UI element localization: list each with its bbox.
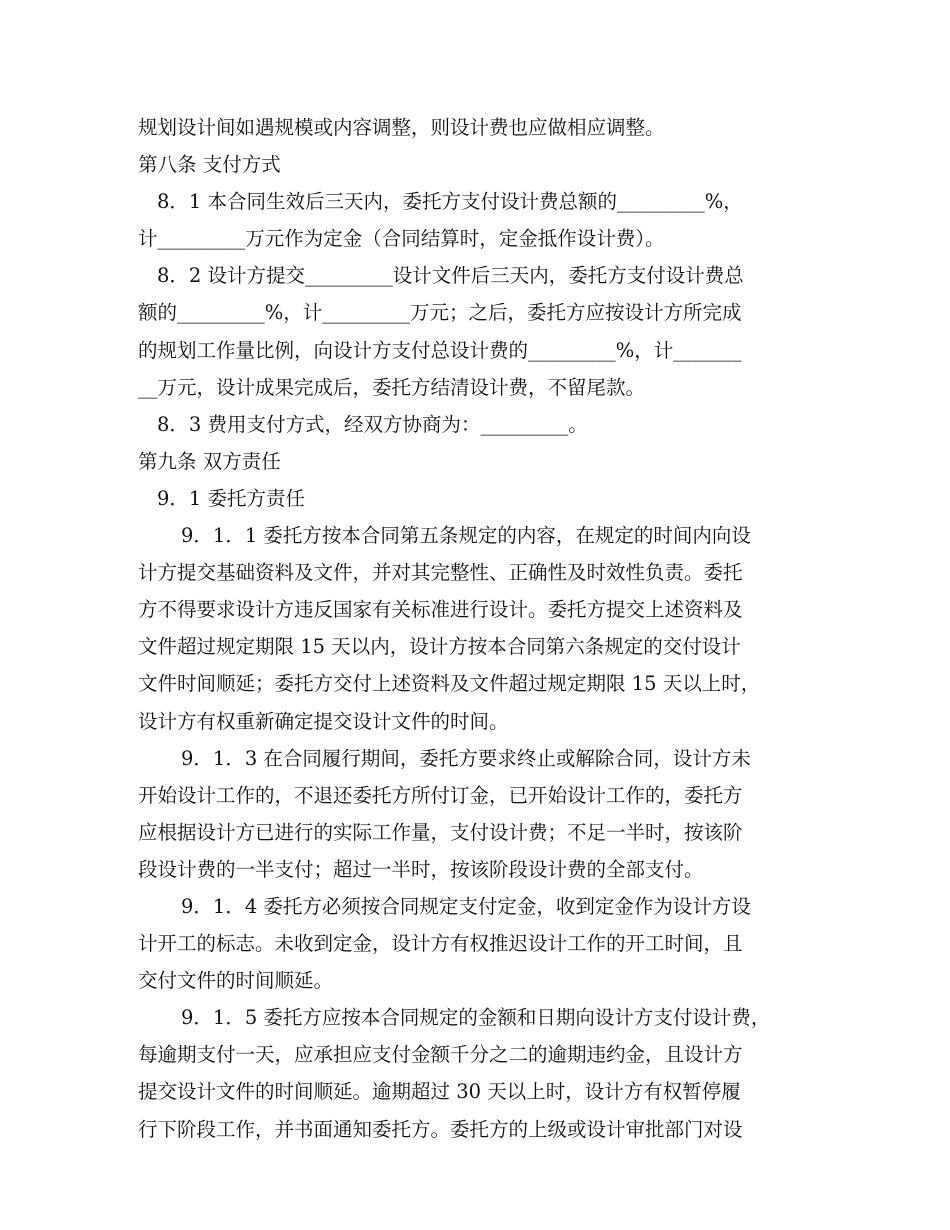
clause-9-1-4-line: 9．1．4 委托方必须按合同规定支付定金，收到定金作为设计方设 — [181, 894, 751, 918]
clause-9-1-3-line: 9．1．3 在合同履行期间，委托方要求终止或解除合同，设计方未 — [181, 746, 751, 770]
document-body — [138, 109, 828, 1148]
text-line: 额的_________%，计_________万元；之后，委托方应按设计方所完成 — [138, 301, 742, 325]
text-line: 文件时间顺延；委托方交付上述资料及文件超过规定期限 15 天以上时， — [138, 672, 761, 696]
text-line: __万元，设计成果完成后，委托方结清设计费，不留尾款。 — [138, 375, 646, 399]
text-line: 行下阶段工作，并书面通知委托方。委托方的上级或设计审批部门对设 — [138, 1117, 743, 1141]
text-line: 每逾期支付一天，应承担应支付金额千分之二的逾期违约金，且设计方 — [138, 1043, 743, 1067]
text-line: 交付文件的时间顺延。 — [138, 969, 334, 993]
text-line: 设计方有权重新确定提交设计文件的时间。 — [138, 709, 509, 733]
text-line: 文件超过规定期限 15 天以内，设计方按本合同第六条规定的交付设计 — [138, 635, 741, 659]
text-line: 计方提交基础资料及文件，并对其完整性、正确性及时效性负责。委托 — [138, 561, 743, 585]
text-line: 段设计费的一半支付；超过一半时，按该阶段设计费的全部支付。 — [138, 857, 704, 881]
clause-9-1-1-line: 9．1．1 委托方按本合同第五条规定的内容，在规定的时间内向设 — [181, 524, 751, 548]
text-line: 方不得要求设计方违反国家有关标准进行设计。委托方提交上述资料及 — [138, 598, 743, 622]
text-line: 计_________万元作为定金（合同结算时，定金抵作设计费）。 — [138, 227, 665, 251]
text-line: 提交设计文件的时间顺延。逾期超过 30 天以上时，设计方有权暂停履 — [138, 1080, 741, 1104]
clause-9-1-5-line: 9．1．5 委托方应按本合同规定的金额和日期向设计方支付设计费， — [181, 1006, 771, 1030]
clause-9-1-heading: 9．1 委托方责任 — [157, 486, 306, 510]
clause-8-3-line: 8．3 费用支付方式，经双方协商为：_________。 — [157, 412, 588, 436]
text-line: 规划设计间如遇规模或内容调整，则设计费也应做相应调整。 — [138, 116, 665, 139]
text-line: 的规划工作量比例，向设计方支付总设计费的_________%，计_______ — [138, 338, 742, 362]
clause-8-1-line: 8．1 本合同生效后三天内，委托方支付设计费总额的_________%， — [157, 190, 743, 214]
clause-8-2-line: 8．2 设计方提交_________设计文件后三天内，委托方支付设计费总 — [157, 264, 744, 288]
section-heading-article-9: 第九条 双方责任 — [138, 449, 281, 473]
section-heading-article-8: 第八条 支付方式 — [138, 153, 281, 177]
text-line: 计开工的标志。未收到定金，设计方有权推迟设计工作的开工时间，且 — [138, 932, 743, 956]
text-line: 开始设计工作的，不退还委托方所付订金，已开始设计工作的，委托方 — [138, 783, 743, 807]
text-line: 应根据设计方已进行的实际工作量，支付设计费；不足一半时，按该阶 — [138, 820, 743, 844]
